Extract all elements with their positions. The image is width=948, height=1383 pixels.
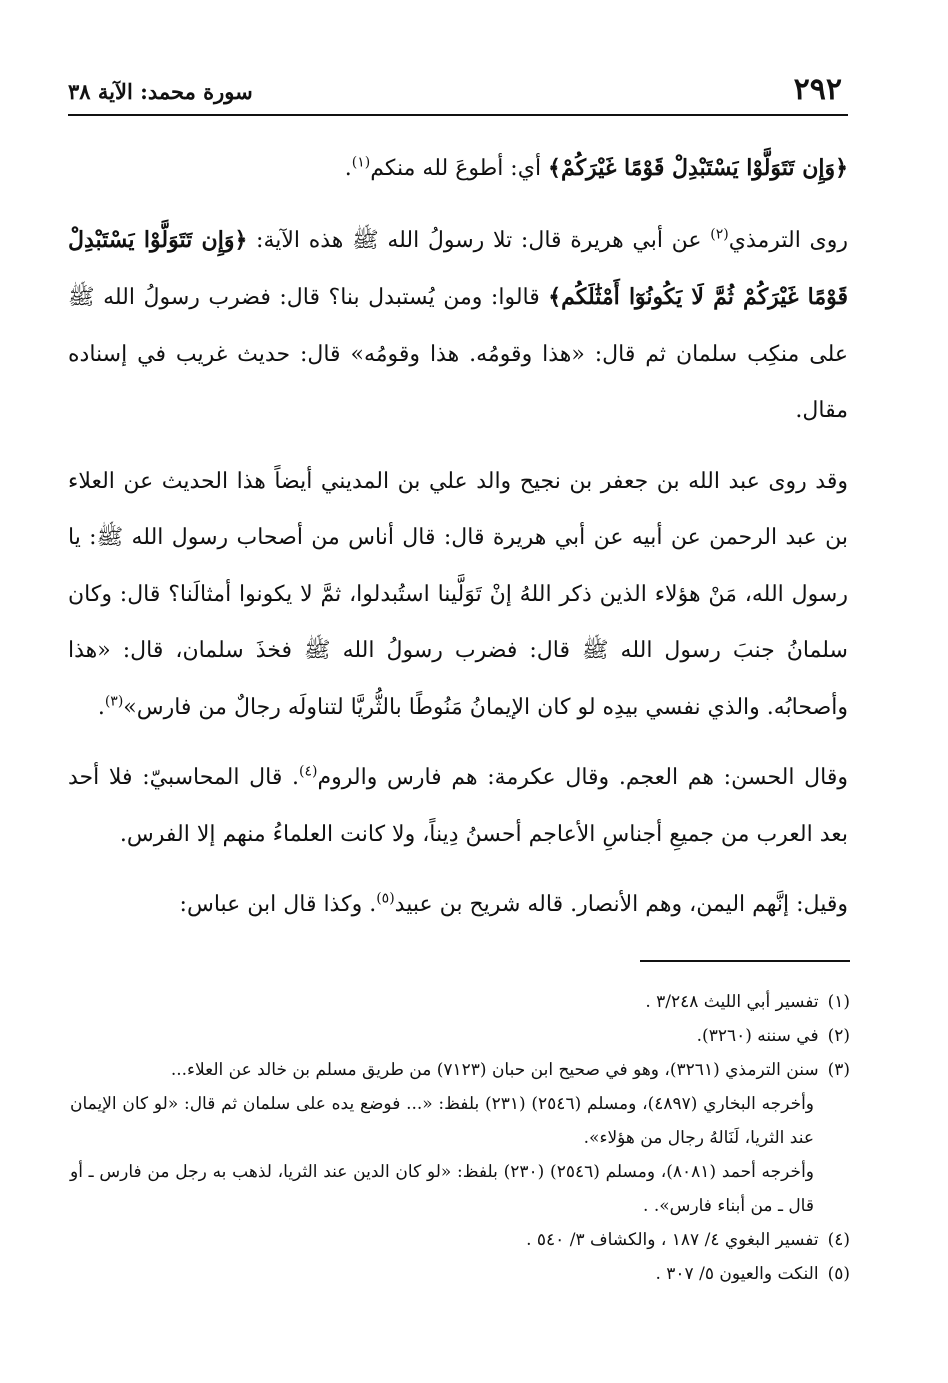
paragraph-1: ﴿وَإِن تَتَوَلَّوْا يَسْتَبْدِلْ قَوْمًا غَيْرَكُمْ﴾ أي: أطوعَ لله منكم$^{(١)}$. [344,154,848,181]
quran-verse: ﴿وَإِن تَتَوَلَّوْا يَسْتَبْدِلْ قَوْمًا غَيْرَكُمْ﴾ [548,155,848,181]
footnote-number: (١) [827,992,850,1012]
footnote-2: (٢) في سننه (٣٢٦٠). [70,1019,850,1053]
footnotes [70,985,850,1291]
footnote-ref[interactable]: (٥) [376,890,395,907]
footnote-3: (٣) سنن الترمذي (٣٢٦١)، وهو في صحيح ابن حبان (٧١٢٣) من طريق مسلم بن خالد عن العلاء... [70,1053,850,1087]
quran-verse: ﴿وَإِن تَتَوَلَّوْا يَسْتَبْدِلْ قَوْمًا غَيْرَكُمْ ثُمَّ لَا يَكُونُوٓا أَمْثَٰلَكُم﴾ [68,226,848,310]
footnote-ref[interactable]: (٢) [710,226,729,243]
footnote-number: (٣) [827,1060,850,1080]
footnote-5: (٥) النكت والعيون ٥/ ٣٠٧ . [70,1257,850,1291]
footnote-1: (١) تفسير أبي الليث ٣/٢٤٨ . [70,985,850,1019]
page-header [68,72,846,112]
paragraph-5: وقيل: إنَّهم اليمن، وهم الأنصار. قاله شريح بن عبيد$^{(٥)}$. وكذا قال ابن عباس: [179,890,848,917]
footnote-4: (٤) تفسير البغوي ٤/ ١٨٧ ، والكشاف ٣/ ٥٤٠ . [70,1223,850,1257]
footnote-number: (٥) [827,1264,850,1284]
paragraph-4: وقال الحسن: هم العجم. وقال عكرمة: هم فارس والروم$^{(٤)}$. قال المحاسبيّ: فلا أحد بعد العرب من جميعِ أجناسِ الأعاجم أحسنُ دِيناً، ولا كانت العلماءُ منهم إلا الفرس. [68,763,848,847]
footnote-number: (٢) [827,1026,850,1046]
footnote-3-continuation: وأخرجه أحمد (٨٠٨١)، ومسلم (٢٥٤٦) (٢٣٠) بلفظ: «لو كان الدين عند الثريا، لذهب به رجل من فارس ـ أو قال ـ من أبناء فارس». . [70,1162,814,1216]
running-title: سورة محمد: الآية ٣٨ [68,79,253,104]
paragraph-2: روى الترمذي$^{(٢)}$ عن أبي هريرة قال: تلا رسولُ الله ﷺ هذه الآية: ﴿وَإِن تَتَوَلَّوْا يَسْتَبْدِلْ قَوْمًا غَيْرَكُمْ ثُمَّ لَا يَكُونُوٓا أَمْثَٰلَكُم﴾ قالوا: ومن يُستبدل بنا؟ قال: فضرب رسولُ الله ﷺ على منكِب سلمان ثم قال: «هذا وقومُه. هذا وقومُه» قال: حديث غريب في إسناده مقال. [68,226,849,423]
footnote-separator [640,960,850,962]
header-rule [68,114,848,116]
footnote-ref[interactable]: (١) [351,154,371,171]
main-text [68,140,848,934]
paragraph-3: وقد روى عبد الله بن جعفر بن نجيح والد علي بن المديني أيضاً هذا الحديث عن العلاء بن عبد الرحمن عن أبيه عن أبي هريرة قال: قال أناس من أصحاب رسول الله ﷺ: يا رسول الله، مَنْ هؤلاء الذين ذكر اللهُ إنْ تَوَلَّينا استُبدلوا، ثمَّ لا يكونوا أمثالَنا؟ قال: وكان سلمانُ جنبَ رسول الله ﷺ قال: فضرب رسولُ الله ﷺ فخذَ سلمان، قال: «هذا وأصحابُه. والذي نفسي بيدِه لو كان الإيمانُ مَنُوطًا بالثُّريَّا لتناولَه رجالٌ من فارس»$^{(٣)}$. [68,468,848,720]
footnote-ref[interactable]: (٤) [299,763,318,780]
page-number: ٢٩٢ [793,72,842,107]
footnote-ref[interactable]: (٣) [104,693,124,710]
footnote-number: (٤) [827,1230,850,1250]
footnote-3-continuation: وأخرجه البخاري (٤٨٩٧)، ومسلم (٢٥٤٦) (٢٣١) بلفظ: «... فوضع يده على سلمان ثم قال: «لو كان الإيمان عند الثريا، لَنَالهُ رجال من هؤلاء». [70,1094,815,1148]
